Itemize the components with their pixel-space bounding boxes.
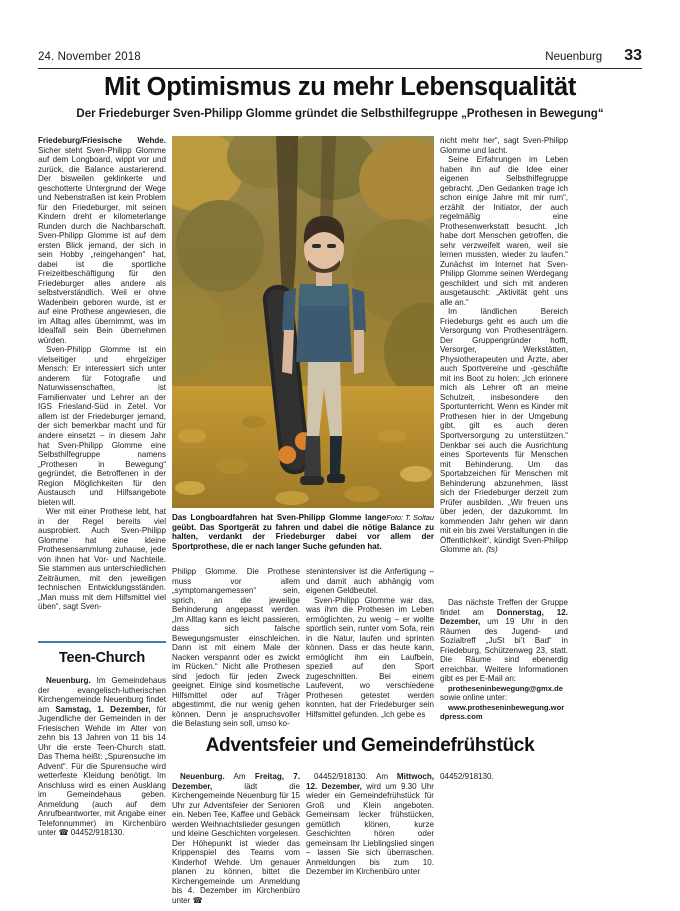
paragraph-text-cont: lädt die Kirchengemeinde Neuenburg für 15 Uhr zur Adventsfeier der Senioren ein. Neben Tee, Kaffee und Gebäck werden Weihnachtslieder gesungen und kleine Geschichten vorgelesen. Der Höhepunkt ist wieder das Krippenspiel des Teams vom Kinderhof Wehde. Um genauer planen zu können, bittet die Kirchengemeinde um Anmeldung bis 4. Dezember im Kirchenbüro unter	[172, 781, 300, 905]
group-info-block	[440, 598, 568, 722]
masthead-date: 24. November 2018	[38, 51, 141, 63]
article-column-2	[172, 567, 300, 729]
article-column-4	[440, 136, 568, 555]
paragraph-text: Das nächste Treffen der Gruppe findet am	[440, 598, 568, 617]
online-label: sowie online unter:	[440, 693, 508, 703]
teen-church-body	[38, 676, 166, 838]
paragraph-text: Wer mit einer Prothese lebt, hat in der Regel bereits viel ausprobiert. Auch Sven-Philipp Glomme hat eine kleine Prothesensammlung zuhause, jede von ihnen hat Vor- und Nachteile. Sie stammen aus unterschiedlichen Zeiträumen, mit den jeweiligen technischen Entwicklungsständen. „Man muss mit dem Hilfsmittel viel üben“, sagt Sven-	[38, 507, 166, 612]
paragraph	[38, 136, 166, 345]
paragraph-text-cont: wird um 9.30 Uhr wieder ein Gemeindefrühstück für Groß und Klein angeboten. Gemeinsam lecker frühstücken, gemütlich klönen, kurze Geschichten hören oder gemeinsam Ihr Lieblingslied singen – lassen Sie sich überraschen. Anmeldungen bis zum 10. Dezember im Kirchenbüro unter	[306, 781, 434, 877]
phone-number: 04452/918130.	[68, 828, 125, 838]
paragraph-text-cont: für Jugendliche der Gemeinden in der Friesischen Wehde im Alter von zehn bis 13 Jahren von 11 bis 14 Uhr die erste Teen-Church statt. Das Thema heißt: „Spurensuche im Advent“. Für die Spurensuche wird wetterfeste Kleidung benötigt. Im Anschluss wird es einen Ausklang im Gemeindehaus geben. Anmeldung (auch auf dem Anrufbeantworter, mit Angabe einer Telefonnummer) im Kirchenbüro unter	[38, 704, 166, 838]
meeting-date: Donnerstag, 12. Dezember,	[440, 607, 568, 627]
photo-caption	[172, 513, 434, 552]
page-title: Mit Optimismus zu mehr Lebensqualität	[103, 73, 577, 101]
phone-number-tail: 04452/918130.	[440, 772, 494, 781]
article-photo	[172, 136, 434, 508]
event-date: Freitag, 7. Dezember,	[172, 772, 300, 791]
paragraph	[38, 507, 166, 612]
masthead	[38, 47, 642, 69]
paragraph	[440, 136, 568, 155]
advent-headline: Adventsfeier und Gemeindefrühstück	[205, 735, 535, 756]
article-subhead: Der Friedeburger Sven-Philipp Glomme gründet die Selbsthilfegruppe „Prothesen in Bewegung“	[76, 108, 604, 120]
event-date: Mittwoch, 12. Dezember,	[306, 772, 434, 791]
paragraph	[172, 567, 300, 729]
masthead-section: Neuenburg	[545, 51, 603, 63]
paragraph	[172, 772, 300, 905]
advent-column-3	[440, 772, 568, 782]
paragraph	[306, 596, 434, 720]
email-address[interactable]: protheseninbewegung@gmx.de	[448, 683, 563, 693]
photo-caption-text: Das Longboardfahren hat Sven-Philipp Glomme lange geübt. Das Sportgerät zu fahren und dabei die nötige Balance zu halten, verdankt der Friedeburger dabei vor allem der Sportprothese, die er nach langer Suche gefunden hat.	[172, 513, 434, 552]
paragraph-text: Im Gemeindehaus der evangelisch-lutherischen Kirchengemeinde Neuenburg findet am	[38, 676, 166, 714]
paragraph-text: Am	[376, 772, 397, 781]
dateline: Friedeburg/Friesische Wehde.	[38, 136, 166, 145]
paragraph-text: Sicher steht Sven-Philipp Glomme auf dem Longboard, wippt vor und zurück, die Balance austarierend. Der bisweilen geklinkerte und geschotterte Untergrund der Wege und Nebenstraßen ist kein Problem für den Friedeburger, mit seinen Kindern dreht er kilometerlange Runden durch die Nachbarschaft. Sven-Philipp Glomme ist auf dem ersten Blick jemand, der sich in sein Hobby „reingehangen“ hat, dabei ist die sportliche Freizeitbeschäftigung für den Friedeburger alles andere als selbstverständlich. Weil er ohne Wadenbein geboren wurde, ist er auf eine Prothese angewiesen, die im Alltag alles übernimmt, was im Idealfall sein Bein übernehmen würden.	[38, 145, 166, 345]
author-initials: (ts)	[483, 545, 498, 555]
paragraph-text-cont: um 19 Uhr in den Räumen des Jugend- und Sozialtreff „JuSt bi’t Bad“ in Friedeburg, Schützenweg 23, statt. Die Räume sind ebenerdig erreichbar. Weitere Informationen gibt es per E-Mail an:	[440, 617, 568, 684]
article-column-3	[306, 567, 434, 719]
paragraph-text: Sven-Philipp Glomme war das, was ihm die Prothesen im Leben ermöglichten, zu wenig – er wollte sportlich sein, runter vom Sofa, rein in die Natur, laufen und sprinten können. Dass er das heute kann, ermöglicht ihm ein Laufbein, speziell auf den Sport zugeschnitten. Bei einem Laufevent, wo verschiedene Prothesen getestet werden konnten, hat der Friedeburger sein Hilfsmittel gefunden. „Ich gebe es	[306, 595, 434, 719]
paragraph-text: Seine Erfahrungen im Leben haben ihn auf die Idee einer eigenen Selbsthilfegruppe gebracht. „Den Gedanken trage ich schon einige Jahre mit mir rum“, erzählt der Initiator, der auch regelmäßig eine Prothesenwerkstatt besucht. „Ich habe dort Menschen getroffen, die sehr verzweifelt waren, weil sie lernen mussten, wieder zu laufen.“ Zunächst im Internet hat Sven-Philipp Glomme seinen Werdegang geschildert und sich mit anderen ausgetauscht: „Aktivität geht uns alle an.“	[440, 155, 568, 307]
paragraph-text-cont: 04452/918130.	[314, 772, 377, 781]
advent-column-1	[172, 772, 300, 905]
paragraph	[306, 772, 434, 877]
paragraph-text: nicht mehr her“, sagt Sven-Philipp Glomme und lacht.	[440, 136, 568, 155]
paragraph	[440, 598, 568, 684]
paragraph	[440, 155, 568, 307]
paragraph-text: Im ländlichen Bereich Friedeburgs geht es auch um die Versorgung von Prothesenträgern. Der Gruppengründer hofft, Versorger, Werkstätten, Physiotherapeuten und Ärzte, aber auch Sportvereine und -geschäfte mit ins Boot zu holen: „Ich erinnere mich als Lehrer oft an meine Schulzeit, insbesondere den Sportunterricht. Wenn es Kinder mit Prothesen hier in der Umgebung gibt, gilt es auch deren Sportversorgung zu unterstützen.“ Denkbar sei auch die Ausrichtung eines Sportevents für Menschen mit Behinderung. Um das Sportabzeichen für Menschen mit Behinderung abzunehmen, lässt sich der Friedeburger derzeit zum Prüfer ausbilden. „Wir freuen uns über jeden, der dazukommt. Im kommenden Jahr gehen wir dann mit ein bis zwei Verstaltungen in die Öffentlichkeit“, kündigt Sven-Philipp Glomme an.	[440, 307, 568, 555]
paragraph-text: Am	[224, 772, 255, 781]
paragraph	[306, 567, 434, 596]
phone-icon: ☎	[192, 895, 203, 905]
website-url[interactable]: www.protheseninbewegung.wordpress.com	[440, 702, 565, 722]
teen-church-title: Teen-Church	[58, 650, 146, 666]
advent-column-2	[306, 772, 434, 877]
photo-illustration	[172, 136, 434, 508]
section-divider-rule	[38, 641, 166, 643]
photo-credit: Foto: T. Soltau	[386, 513, 434, 522]
paragraph	[38, 345, 166, 507]
paragraph-text: Sven-Philipp Glomme ist ein vielseitiger und ehrgeiziger Mensch: Er interessiert sich unter anderem für Fotografie und Naturwissenschaften, ist Familienvater und Lehrer an der IGS Friesland-Süd in Zetel. Vor allem ist der Friedeburger jemand, der sich bemerkbar macht und für andere einsetzt – in diesem Jahr hat Sven-Philipp Glomme eine Selbsthilfegruppe namens „Prothesen in Bewegung“ gegründet, die Betroffenen in der Region Möglichkeiten für den Austausch und Hilfsangebote bieten will.	[38, 345, 166, 507]
paragraph-text: stenintensiver ist die Anfertigung – und damit auch abhängig vom eigenen Geldbeutel.	[306, 567, 434, 596]
dateline: Neuenburg.	[180, 772, 225, 781]
article-column-1	[38, 136, 166, 612]
paragraph	[38, 676, 166, 838]
paragraph-text: Philipp Glomme. Die Prothese muss vor allem „symptomangemessen“ sein, sprich, an die jeweilige Behinderung angepasst werden. „Im Alltag kann es leicht passieren, dass sich falsche Bewegungsmuster einschleichen. Dann ist mit einem Male der Nacken verspannt oder es zwickt im Rücken.“ Nicht alle Prothesen sind jedoch für jeden Zweck geeignet. Einige sind kosmetische Hilfsmittel oder auf Träger abgestimmt, die nur wenig gehen können. Denn je anspruchsvoller die Belastung sein soll, umso ko-	[172, 567, 300, 729]
dateline: Neuenburg.	[46, 676, 91, 685]
paragraph	[440, 772, 568, 782]
phone-icon: ☎	[58, 828, 69, 838]
paragraph	[440, 307, 568, 554]
event-date: Samstag, 1. Dezember,	[55, 704, 151, 714]
masthead-page-number: 33	[624, 47, 642, 64]
